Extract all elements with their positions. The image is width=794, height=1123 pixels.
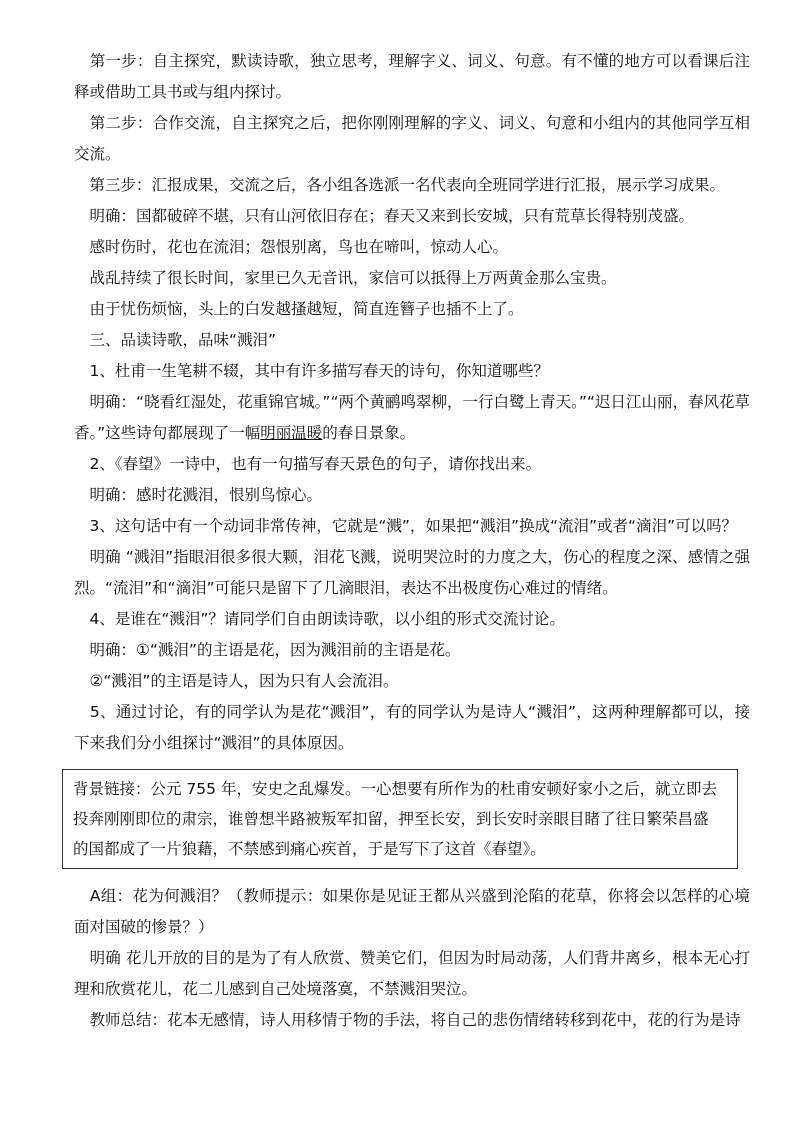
question-3: 3、这句话中有一个动词非常传神，它就是“溅”，如果把“溅泪”换成“流泪”或者“滴泪”可以吗？ [74,517,738,535]
section-heading: 三、品读诗歌，品味“溅泪” [74,331,277,349]
answer-1 [74,387,750,449]
paragraph-step2: 第二步：合作交流，自主探究之后，把你刚刚理解的字义、词义、句意和小组内的其他同学互相交流。 [74,114,750,163]
answer-1-underlined: 明丽温暖 [260,424,323,442]
answer-4-a: 明确：①“溅泪”的主语是花，因为溅泪前的主语是花。 [74,641,461,659]
answer-1-tail: 的春日景象。 [322,424,416,442]
teacher-summary: 教师总结：花本无感情，诗人用移情于物的手法，将自己的悲伤情绪转移到花中，花的行为是诗 [74,1011,741,1029]
paragraph-answer-line4: 由于忧伤烦恼，头上的白发越搔越短，简直连簪子也插不上了。 [74,300,524,318]
paragraph-step1: 第一步：自主探究，默读诗歌，独立思考，理解字义、词义、句意。有不懂的地方可以看课后注释或借助工具书或与组内探讨。 [74,52,750,101]
question-4: 4、是谁在“溅泪”？请同学们自由朗读诗歌，以小组的形式交流讨论。 [74,610,565,628]
question-5: 5、通过讨论，有的同学认为是花“溅泪”，有的同学认为是诗人“溅泪”，这两种理解都可以，接下来我们分小组探讨“溅泪”的具体原因。 [74,703,750,752]
paragraph-step3: 第三步：汇报成果，交流之后，各小组各选派一名代表向全班同学进行汇报，展示学习成果。 [74,176,726,194]
background-link-box [62,769,738,869]
document-body [74,46,750,1036]
paragraph-answer-line3: 战乱持续了很长时间，家里已久无音讯，家信可以抵得上万两黄金那么宝贵。 [74,269,617,287]
background-link-text: 背景链接：公元 755 年，安史之乱爆发。一心想要有所作为的杜甫安顿好家小之后，就立即去投奔刚刚即位的肃宗，谁曾想半路被叛军扣留，押至长安，到长安时亲眼目睹了往日繁荣昌盛的国都成了一片狼藉，不禁感到痛心疾首，于是写下了这首《春望》。 [73,780,717,858]
answer-4-b: ②“溅泪”的主语是诗人，因为只有人会流泪。 [74,672,399,690]
question-2: 2、《春望》一诗中，也有一句描写春天景色的句子，请你找出来。 [74,455,542,473]
paragraph-answer-line1: 明确：国都破碎不堪，只有山河依旧存在；春天又来到长安城，只有荒草长得特别茂盛。 [74,207,695,225]
paragraph-answer-line2: 感时伤时，花也在流泪；怨恨别离，鸟也在啼叫，惊动人心。 [74,238,509,256]
answer-1-text: 明确：“晓看红湿处，花重锦官城。”“两个黄鹂鸣翠柳，一行白鹭上青天。”“迟日江山丽，春风花草香。”这些诗句都展现了一幅 [74,393,750,442]
answer-2: 明确：感时花溅泪，恨别鸟惊心。 [74,486,323,504]
question-1: 1、杜甫一生笔耕不辍，其中有许多描写春天的诗句，你知道哪些？ [74,362,549,380]
answer-3: 明确 “溅泪”指眼泪很多很大颗，泪花飞溅，说明哭泣时的力度之大，伤心的程度之深、感情之强烈。“流泪”和“滴泪”可能只是留下了几滴眼泪，表达不出极度伤心难过的情绪。 [74,548,750,597]
group-a-question: A组：花为何溅泪？（教师提示：如果你是见证王都从兴盛到沦陷的花草，你将会以怎样的心境面对国破的惨景？） [74,887,750,936]
group-a-answer: 明确 花儿开放的目的是为了有人欣赏、赞美它们，但因为时局动荡，人们背井离乡，根本无心打理和欣赏花儿，花二儿感到自己处境落寞，不禁溅泪哭泣。 [74,949,750,998]
